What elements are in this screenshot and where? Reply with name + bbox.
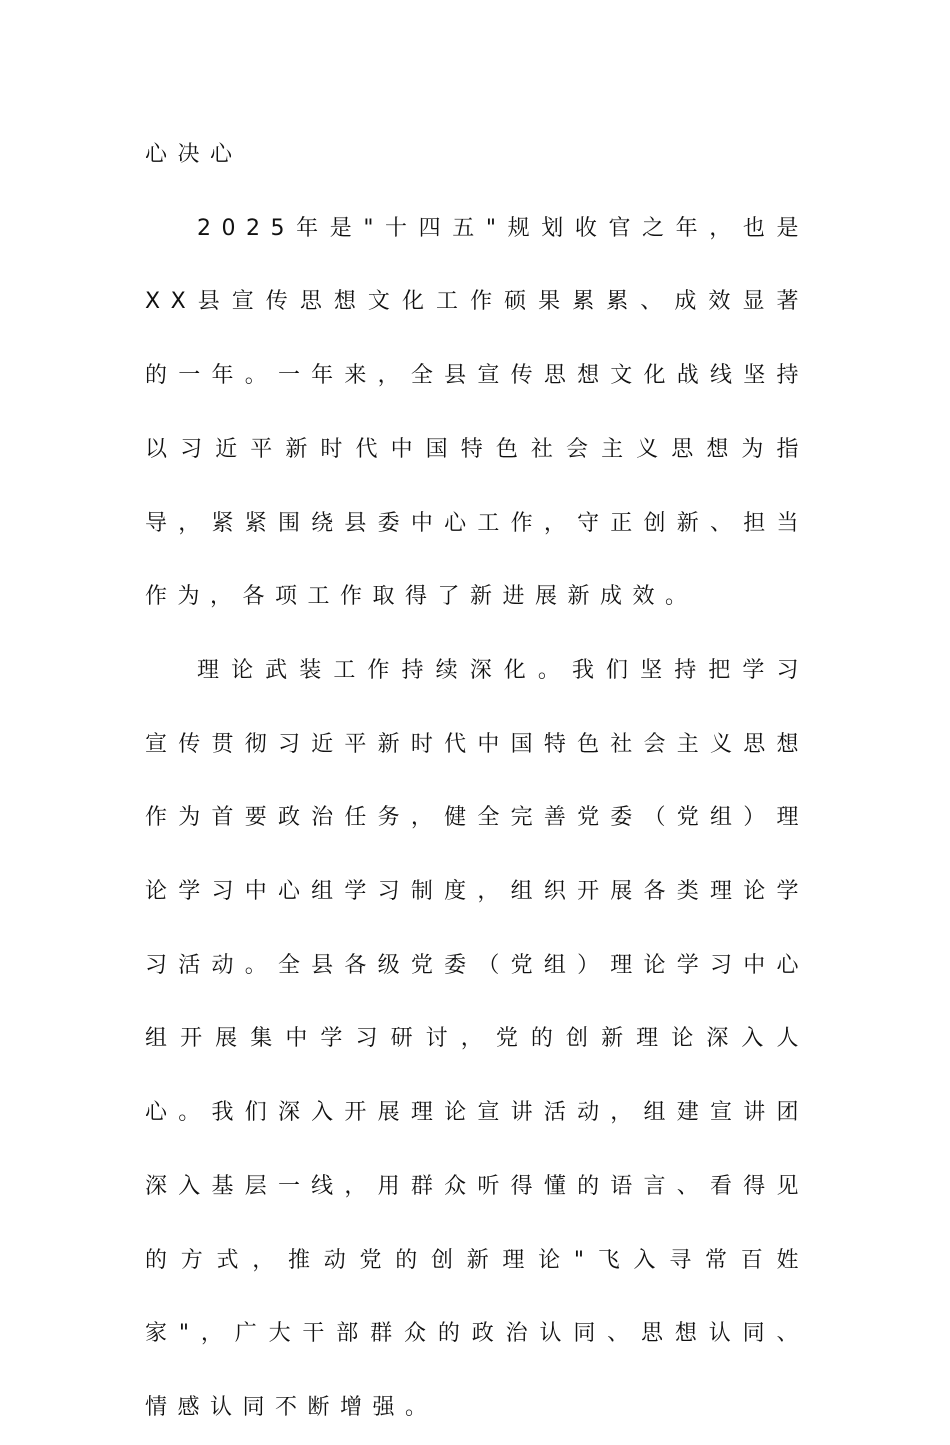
paragraph-intro: 2025年是"十四五"规划收官之年，也是XX县宣传思想文化工作硕果累累、成效显著的一年。一年来，全县宣传思想文化战线坚持以习近平新时代中国特色社会主义思想为指导，紧紧围绕县委中心工作，守正创新、担当作为，各项工作取得了新进展新成效。	[145, 215, 809, 610]
document-page	[145, 118, 809, 1445]
paragraph-theory-work: 理论武装工作持续深化。我们坚持把学习宣传贯彻习近平新时代中国特色社会主义思想作为首要政治任务，健全完善党委（党组）理论学习中心组学习制度，组织开展各类理论学习活动。全县各级党委（党组）理论学习中心组开展集中学习研讨，党的创新理论深入人心。我们深入开展理论宣讲活动，组建宣讲团深入基层一线，用群众听得懂的语言、看得见的方式，推动党的创新理论"飞入寻常百姓家"，广大干部群众的政治认同、思想认同、情感认同不断增强。	[145, 657, 809, 1420]
paragraph-continuation: 心决心	[145, 142, 243, 167]
